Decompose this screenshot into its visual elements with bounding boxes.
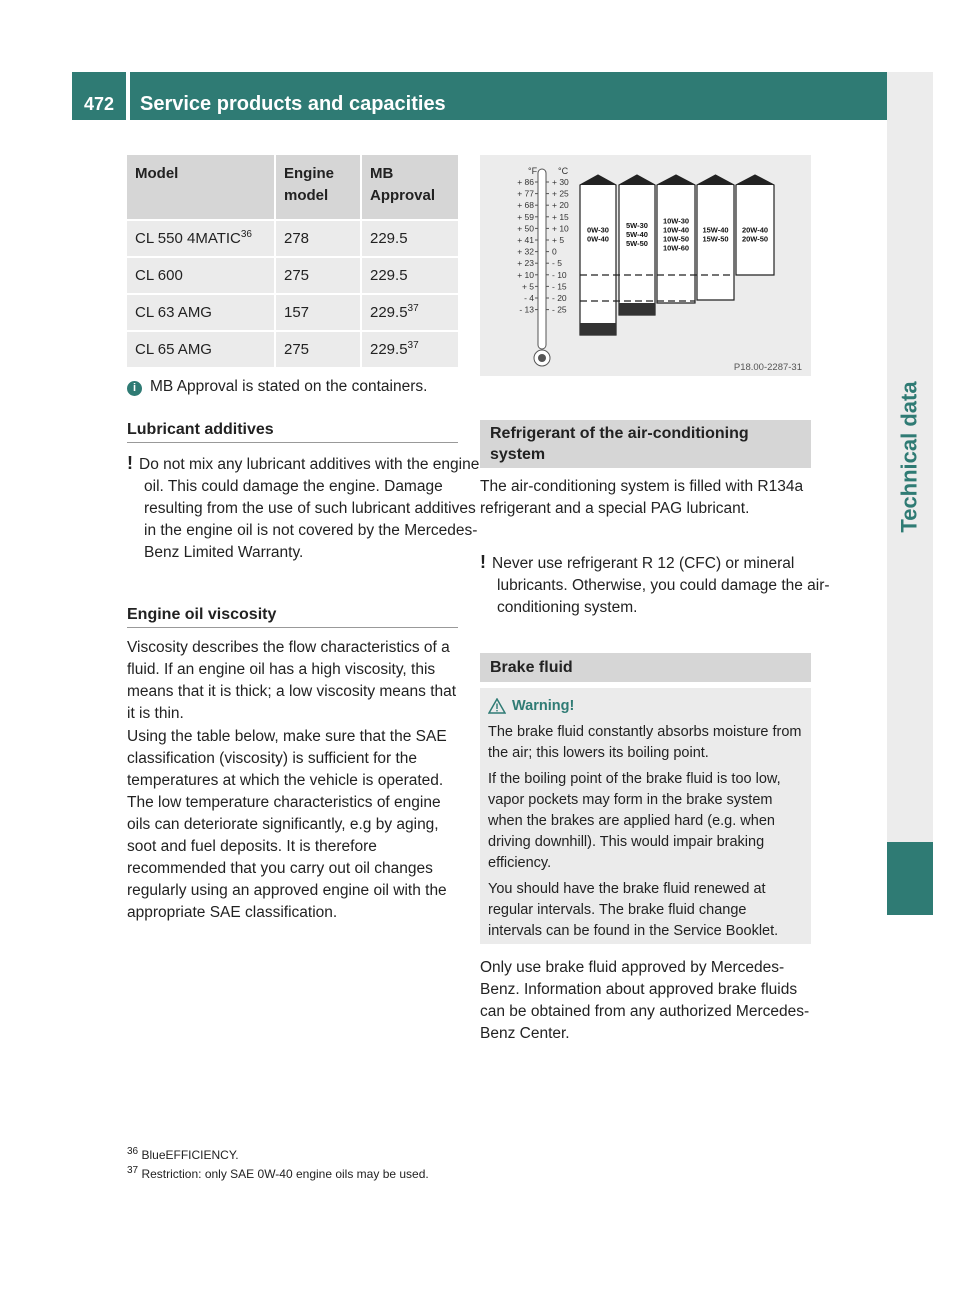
page-number: 472 [72, 72, 126, 120]
viscosity-class-label: 0W-40 [587, 234, 609, 244]
cell-model: CL 63 AMG [127, 293, 276, 330]
viscosity-class-label: 5W-30 [626, 221, 648, 230]
brake-warning-box [480, 688, 811, 944]
brake-paragraph: Only use brake fluid approved by Mercedes-Benz. Information about approved brake fluids can be obtained from any authorized Mercedes-Benz Center. [480, 959, 810, 1042]
cell-engine: 275 [276, 256, 362, 293]
section-title: Service products and capacities [130, 72, 887, 120]
viscosity-bar-foot [619, 303, 655, 315]
table-header-row [127, 155, 458, 219]
footnote: $^{36}$ BlueEFFICIENCY. [127, 1146, 239, 1162]
fahrenheit-tick-label: + 50 [517, 223, 534, 234]
fahrenheit-tick-label: + 41 [517, 235, 534, 245]
celsius-tick-label: + 20 [552, 200, 569, 211]
cell-approval: 229.5$^{37}$ [362, 330, 458, 367]
viscosity-bar [580, 175, 616, 335]
table-row [127, 330, 458, 367]
cell-engine: 278 [276, 219, 362, 256]
thermometer-bulb-fill [538, 354, 546, 362]
lubricant-heading: Lubricant additives [127, 421, 274, 438]
brake-warning-text-3: You should have the brake fluid renewed at regular intervals. The brake fluid change intervals can be found in the Service Booklet. [488, 881, 779, 939]
engine-model-table [127, 155, 458, 367]
cell-model: CL 65 AMG [127, 330, 276, 367]
viscosity-class-label: 15W-50 [702, 234, 729, 244]
info-icon: i [127, 381, 142, 396]
viscosity-bar-arrow [697, 175, 734, 185]
figure-id: P18.00-2287-31 [733, 362, 802, 373]
table-row [127, 219, 458, 256]
cell-approval: 229.5 [362, 256, 458, 293]
celsius-tick-label: + 25 [552, 188, 569, 199]
viscosity-heading: Engine oil viscosity [127, 606, 277, 623]
side-tab-label-wrap [887, 72, 933, 842]
lubricant-warning: ! Do not mix any lubricant additives with the engine oil. This could damage the engine. Damage resulting from the use of such lubricant additives in the engine oil is not covered by the Mercedes-Benz Limited Warranty. [127, 453, 480, 561]
fahrenheit-tick-label: + 32 [517, 246, 534, 257]
celsius-tick-label: - 20 [552, 293, 567, 303]
viscosity-bar-arrow [580, 175, 616, 185]
celsius-tick-label: - 15 [552, 281, 567, 292]
table-row [127, 293, 458, 330]
viscosity-paragraph-1: Viscosity describes the flow characteristics of a fluid. If an engine oil has a high viscosity, this means that it is thick; a low viscosity means that it is thin. [127, 639, 457, 722]
exclamation-icon: ! [127, 453, 133, 473]
warning-title: Warning! [512, 698, 575, 714]
viscosity-class-label: 0W-30 [587, 225, 609, 235]
celsius-tick-label: + 15 [552, 211, 569, 222]
viscosity-bar-arrow [736, 175, 774, 185]
unit-c-label: °C [558, 166, 569, 176]
cell-approval: 229.5$^{37}$ [362, 293, 458, 330]
cell-model: CL 600 [127, 256, 276, 293]
col-approval: MB Approval [362, 155, 458, 219]
viscosity-class-label: 10W-60 [662, 243, 690, 253]
viscosity-class-label: 10W-30 [662, 216, 690, 226]
cell-engine: 157 [276, 293, 362, 330]
brake-heading: Brake fluid [480, 653, 811, 682]
refrigerant-warning: ! Never use refrigerant R 12 (CFC) or mineral lubricants. Otherwise, you could damage the air-conditioning system. [480, 552, 830, 616]
col-engine: Engine model [276, 155, 362, 219]
divider [127, 442, 458, 443]
table-row [127, 256, 458, 293]
viscosity-bar-arrow [657, 175, 695, 185]
celsius-tick-label: 0 [552, 246, 557, 257]
viscosity-class-label: 10W-40 [662, 225, 690, 235]
viscosity-class-label: 10W-50 [662, 234, 690, 244]
unit-f-label: °F [528, 166, 538, 176]
celsius-tick-label: - 10 [552, 269, 567, 280]
celsius-tick-label: + 5 [552, 235, 565, 245]
fahrenheit-tick-label: + 86 [517, 177, 534, 187]
brake-warning-text-1: The brake fluid constantly absorbs moisture from the air; this lowers its boiling point. [488, 724, 802, 761]
celsius-tick-label: + 30 [552, 177, 569, 187]
refrigerant-paragraph: The air-conditioning system is filled with R134a refrigerant and a special PAG lubricant. [480, 478, 804, 517]
divider [127, 627, 458, 628]
col-model: Model [127, 155, 276, 219]
viscosity-class-label: 5W-40 [626, 230, 648, 239]
fahrenheit-tick-label: - 13 [519, 304, 534, 315]
brake-warning-text-2: If the boiling point of the brake fluid is too low, vapor pockets may form in the brake system when the brakes are applied hard (e.g. when driving downhill). This would impair braking efficiency. [488, 771, 781, 871]
refrigerant-heading: Refrigerant of the air-conditioning system [480, 420, 811, 468]
thermometer-tube [538, 169, 546, 349]
viscosity-chart [480, 155, 811, 376]
viscosity-chart-svg [480, 155, 811, 376]
celsius-tick-label: - 5 [552, 258, 562, 269]
celsius-scale [546, 177, 569, 315]
viscosity-paragraph-2: Using the table below, make sure that the SAE classification (viscosity) is sufficient for the temperatures at which the vehicle is operated. The low temperature characteristics of engine oils can deteriorate significantly, e.g by aging, soot and fuel deposits. It is therefore recommended that you carry out oil changes regularly using an approved engine oil with the appropriate SAE classification. [127, 728, 447, 921]
viscosity-class-label: 20W-50 [741, 234, 769, 244]
cell-approval: 229.5 [362, 219, 458, 256]
side-tab-label: Technical data [897, 381, 923, 533]
fahrenheit-tick-label: + 10 [517, 269, 534, 280]
viscosity-bar-foot [580, 323, 616, 335]
side-tab-marker [887, 842, 933, 915]
fahrenheit-tick-label: + 23 [517, 258, 534, 269]
viscosity-class-label: 20W-40 [741, 225, 769, 235]
viscosity-bars [580, 175, 774, 335]
fahrenheit-tick-label: + 5 [521, 281, 534, 292]
exclamation-icon: ! [480, 552, 486, 572]
viscosity-bar-arrow [619, 175, 655, 185]
viscosity-class-label: 15W-40 [702, 225, 729, 235]
fahrenheit-tick-label: - 4 [524, 293, 534, 303]
celsius-tick-label: - 25 [552, 304, 567, 315]
fahrenheit-tick-label: + 59 [517, 211, 534, 222]
footnote: $^{37}$ Restriction: only SAE 0W-40 engine oils may be used. [127, 1165, 429, 1181]
fahrenheit-scale [517, 177, 538, 315]
warning-triangle-icon [488, 698, 506, 714]
celsius-tick-label: + 10 [552, 223, 569, 234]
cell-model: CL 550 4MATIC$^{36}$ [127, 219, 276, 256]
info-note: i MB Approval is stated on the containers. [127, 376, 462, 398]
cell-engine: 275 [276, 330, 362, 367]
fahrenheit-tick-label: + 68 [517, 200, 534, 211]
viscosity-class-label: 5W-50 [626, 239, 648, 248]
fahrenheit-tick-label: + 77 [517, 188, 534, 199]
